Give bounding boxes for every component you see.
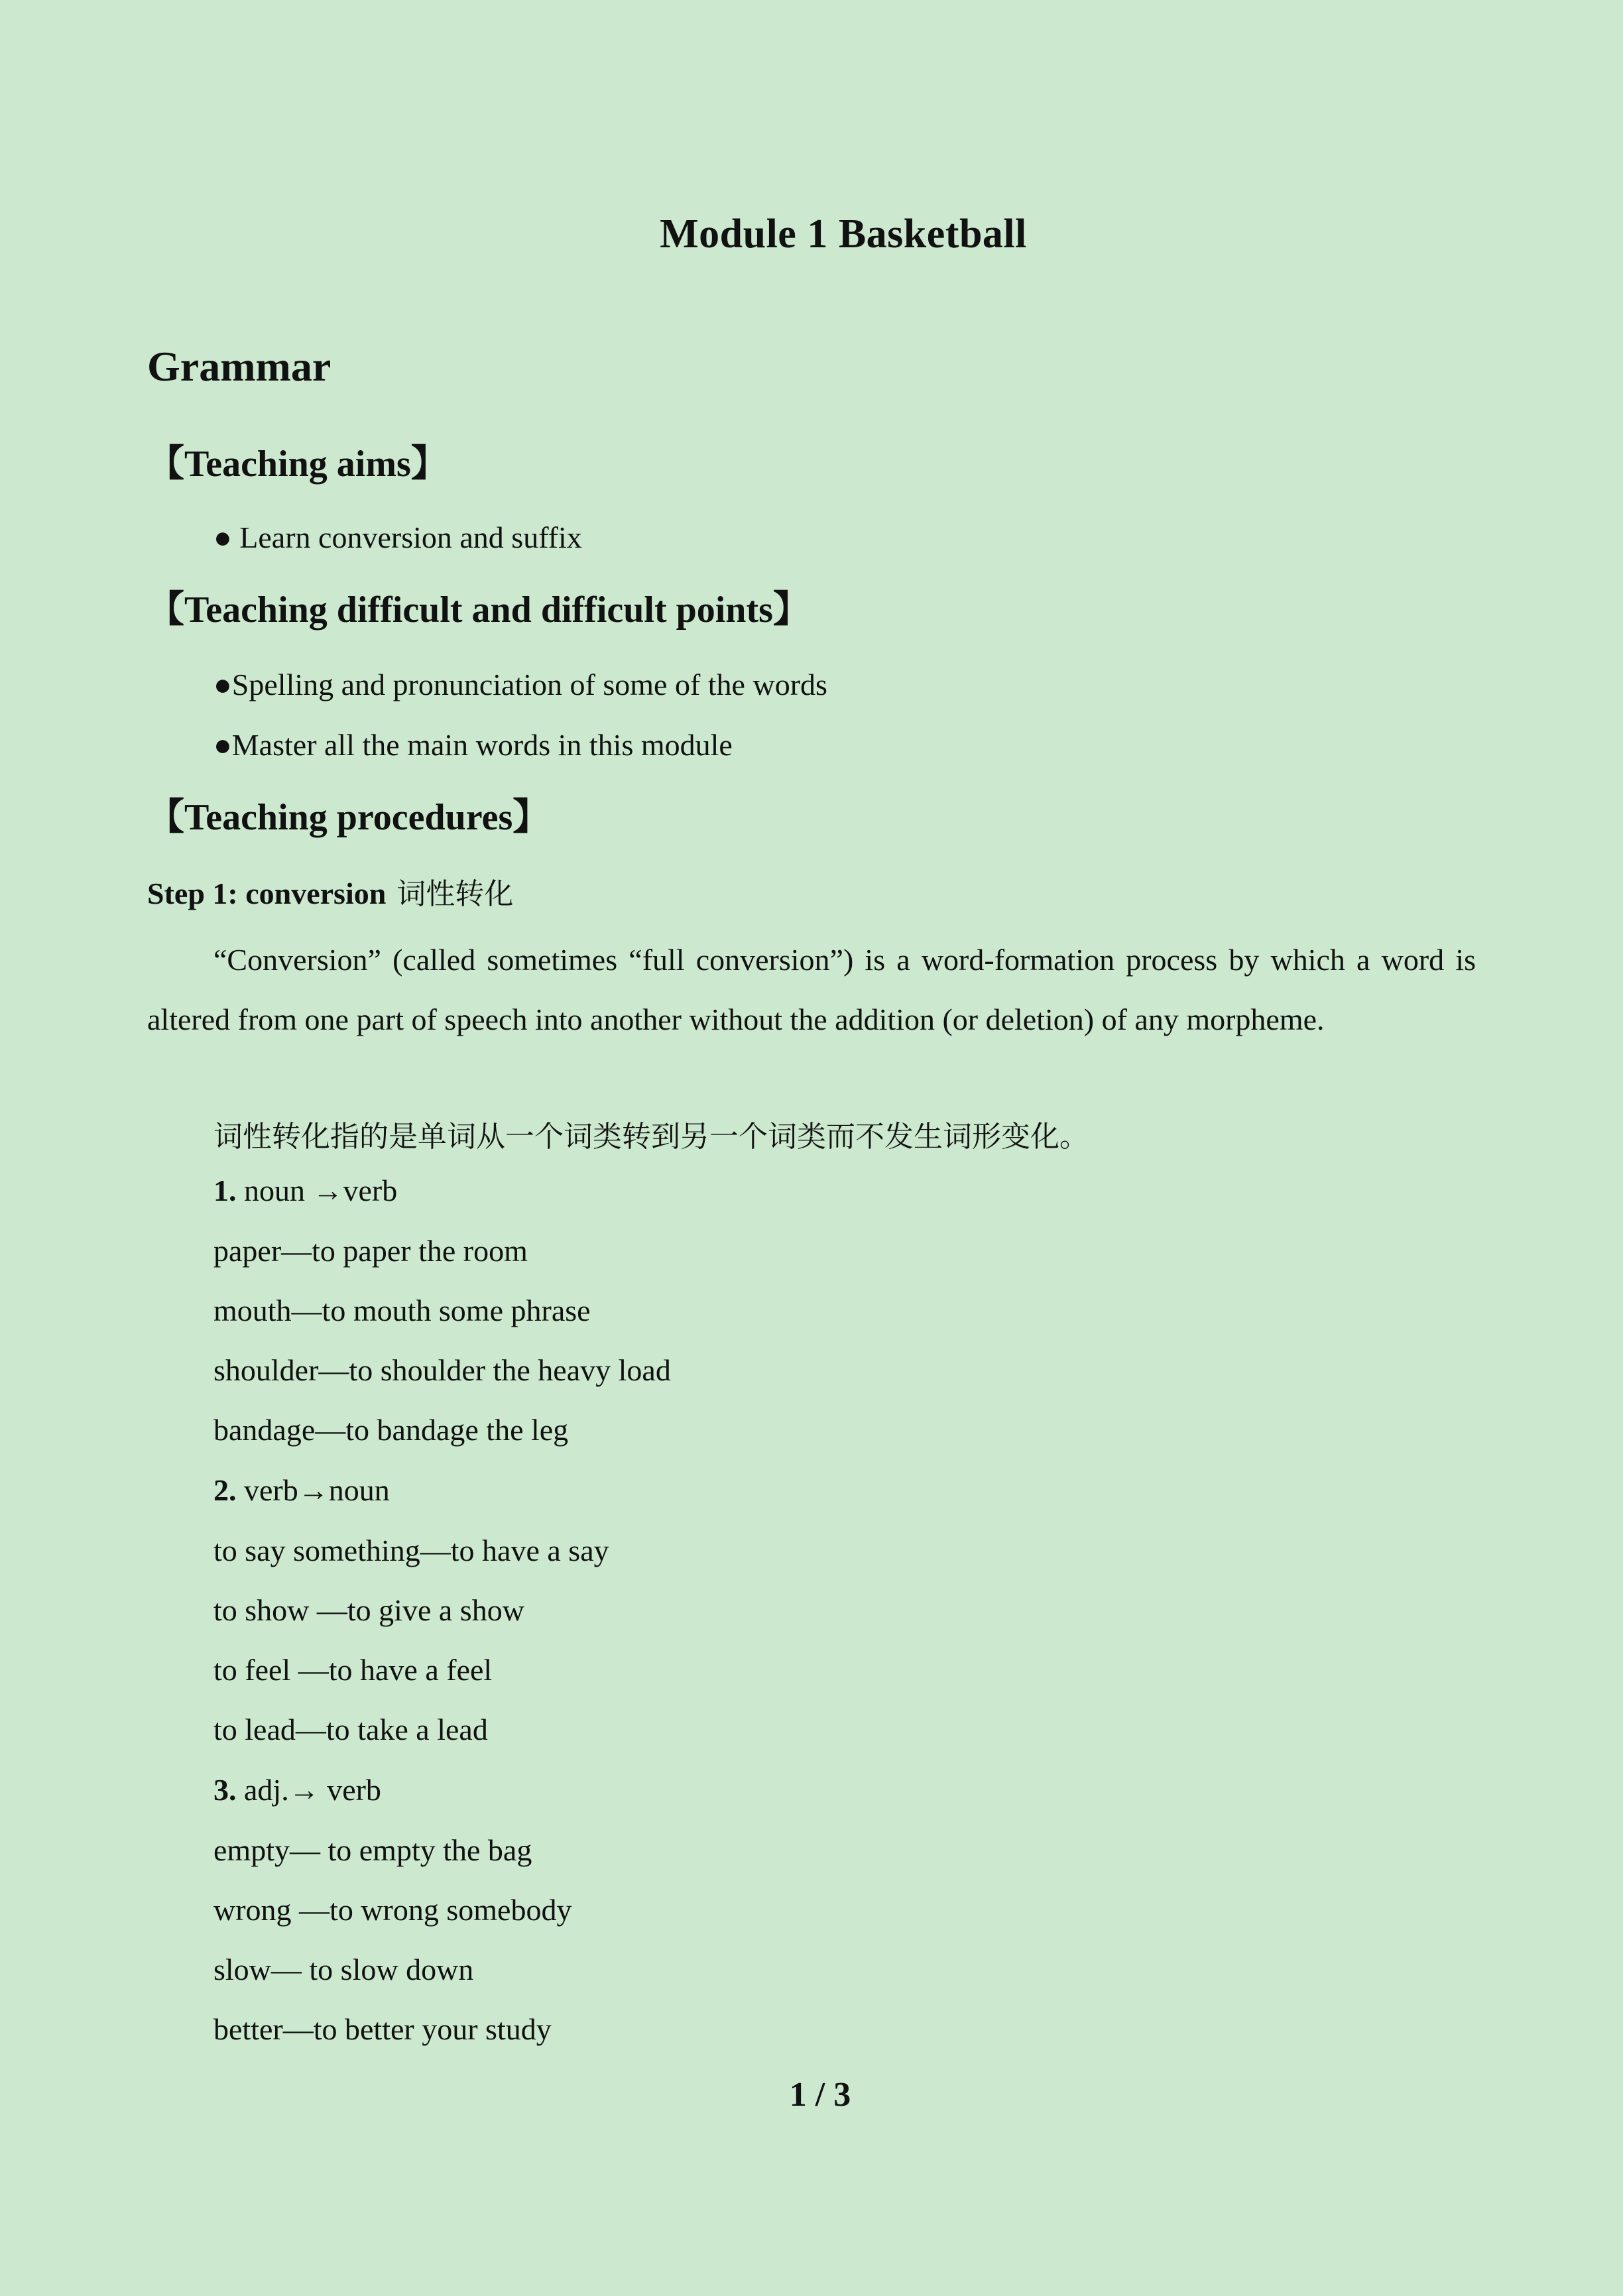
- example-line: bandage—to bandage the leg: [213, 1413, 569, 1447]
- group-label: noun →verb: [236, 1174, 398, 1207]
- example-line: paper—to paper the room: [213, 1234, 528, 1268]
- step-1-label-cn: 词性转化: [396, 877, 514, 911]
- section-heading-grammar: Grammar: [147, 343, 331, 390]
- group-heading: [213, 1173, 397, 1208]
- teaching-procedures-heading: 【Teaching procedures】: [147, 797, 550, 838]
- example-line: wrong —to wrong somebody: [213, 1893, 572, 1927]
- teaching-aim-item: ● Learn conversion and suffix: [213, 520, 582, 554]
- document-title: Module 1 Basketball: [660, 211, 1027, 257]
- group-heading: [213, 1772, 381, 1807]
- difficult-point-item: ●Master all the main words in this module: [213, 728, 733, 762]
- example-line: slow— to slow down: [213, 1953, 474, 1986]
- example-line: to say something—to have a say: [213, 1534, 609, 1567]
- example-line: to feel —to have a feel: [213, 1653, 493, 1687]
- conversion-definition: “Conversion” (called sometimes “full conversion”) is a word-formation process by which a word is altered from one part of speech into another without the addition (or deletion) of any morpheme.: [147, 943, 1476, 1036]
- difficult-points-heading: 【Teaching difficult and difficult points】: [147, 589, 810, 631]
- document-page: [147, 0, 1476, 2296]
- group-label: adj.→ verb: [236, 1773, 381, 1807]
- example-line: empty— to empty the bag: [213, 1833, 532, 1867]
- group-number: 3.: [213, 1773, 237, 1807]
- group-number: 1.: [213, 1174, 237, 1207]
- example-line: to show —to give a show: [213, 1593, 524, 1627]
- group-label: verb→noun: [236, 1473, 390, 1507]
- conversion-definition-cn: 词性转化指的是单词从一个词类转到另一个词类而不发生词形变化。: [213, 1120, 1089, 1154]
- step-1-label: Step 1: conversion: [147, 876, 387, 910]
- group-number: 2.: [213, 1473, 237, 1507]
- teaching-aims-heading: 【Teaching aims】: [147, 444, 448, 485]
- page-number: 1 / 3: [789, 2076, 851, 2114]
- example-line: mouth—to mouth some phrase: [213, 1294, 591, 1327]
- example-line: to lead—to take a lead: [213, 1713, 488, 1746]
- example-line: better—to better your study: [213, 2012, 552, 2046]
- difficult-point-item: ●Spelling and pronunciation of some of the words: [213, 668, 827, 701]
- group-heading: [213, 1473, 390, 1508]
- example-line: shoulder—to shoulder the heavy load: [213, 1353, 671, 1387]
- step-1-heading: [147, 870, 513, 912]
